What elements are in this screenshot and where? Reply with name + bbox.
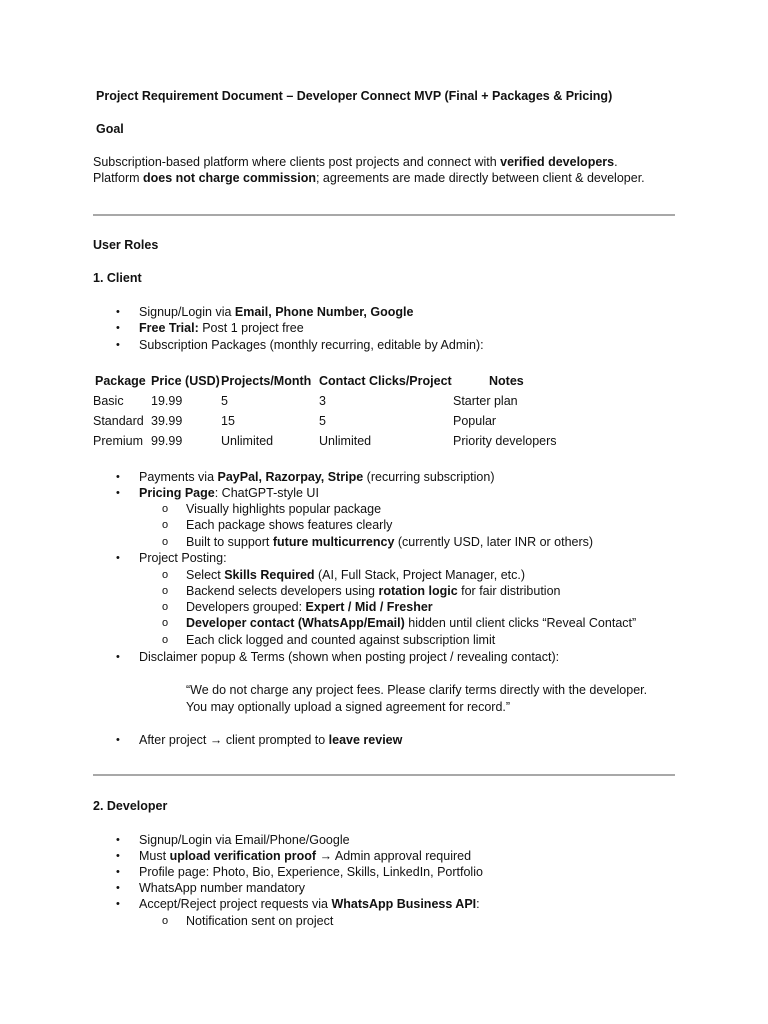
text-run: Backend selects developers using bbox=[186, 584, 379, 598]
table-cell: 3 bbox=[319, 394, 326, 408]
sub-bullet-multicurrency bbox=[186, 534, 593, 550]
text-run: . bbox=[614, 155, 618, 169]
table-cell: 5 bbox=[221, 394, 228, 408]
table-cell: Popular bbox=[453, 414, 497, 428]
sub-bullet-features: Each package shows features clearly bbox=[186, 518, 393, 532]
document-title: Project Requirement Document – Developer Connect MVP (Final + Packages & Pricing) bbox=[96, 89, 613, 103]
table-cell: Basic bbox=[93, 394, 124, 408]
horizontal-rule bbox=[93, 214, 675, 216]
column-header: Contact Clicks/Project bbox=[319, 374, 452, 388]
text-run: Signup/Login via bbox=[139, 305, 235, 319]
text-run: (currently USD, later INR or others) bbox=[394, 535, 594, 549]
bold-run: Free Trial: bbox=[139, 321, 199, 335]
bullet-free-trial bbox=[139, 320, 304, 336]
text-run: Select bbox=[186, 568, 225, 582]
table-row bbox=[93, 391, 689, 411]
quote-line-1: “We do not charge any project fees. Please clarify terms directly with the developer. bbox=[186, 683, 648, 697]
text-run: (AI, Full Stack, Project Manager, etc.) bbox=[314, 568, 526, 582]
column-header: Price (USD) bbox=[151, 374, 220, 388]
bullet-glyph: • bbox=[116, 651, 120, 663]
bullet-dev-verification bbox=[139, 848, 471, 864]
bullet-glyph: • bbox=[116, 471, 120, 483]
bullet-pricing-page bbox=[139, 485, 319, 501]
text-run: hidden until client clicks “Reveal Contact” bbox=[404, 616, 637, 630]
bullet-glyph: • bbox=[116, 487, 120, 499]
sub-bullet-contact bbox=[186, 615, 636, 631]
bullet-review bbox=[139, 732, 402, 748]
text-run: After project → client prompted to bbox=[139, 733, 329, 747]
bold-run: verified developers bbox=[500, 155, 615, 169]
disclaimer-quote bbox=[186, 682, 647, 716]
bullet-dev-signup: Signup/Login via Email/Phone/Google bbox=[139, 833, 350, 847]
text-run: → Admin approval required bbox=[316, 849, 472, 863]
packages-table bbox=[93, 371, 689, 451]
goal-line-2 bbox=[93, 170, 645, 186]
text-run: Must bbox=[139, 849, 170, 863]
sub-bullet-grouped bbox=[186, 599, 433, 615]
bold-run: future multicurrency bbox=[272, 535, 395, 549]
bold-run: upload verification proof bbox=[169, 849, 317, 863]
table-cell: Unlimited bbox=[319, 434, 372, 448]
sub-bullet-glyph: o bbox=[162, 634, 169, 646]
bold-run: Developer contact (WhatsApp/Email) bbox=[186, 616, 405, 630]
text-run: Accept/Reject project requests via bbox=[139, 897, 332, 911]
bullet-dev-accept-reject bbox=[139, 896, 480, 912]
bullet-dev-profile: Profile page: Photo, Bio, Experience, Skills, LinkedIn, Portfolio bbox=[139, 865, 483, 879]
sub-bullet-glyph: o bbox=[162, 503, 169, 515]
client-heading: 1. Client bbox=[93, 271, 142, 285]
bold-run: does not charge commission bbox=[143, 171, 316, 185]
bullet-glyph: • bbox=[116, 552, 120, 564]
table-cell: Starter plan bbox=[453, 394, 518, 408]
bullet-signup bbox=[139, 304, 413, 320]
text-run: (recurring subscription) bbox=[363, 470, 495, 484]
sub-bullet-glyph: o bbox=[162, 519, 169, 531]
text-run: : ChatGPT-style UI bbox=[214, 486, 319, 500]
bold-run: Skills Required bbox=[224, 568, 315, 582]
bullet-subscription-packages: Subscription Packages (monthly recurring, editable by Admin): bbox=[139, 338, 484, 352]
sub-bullet-glyph: o bbox=[162, 536, 169, 548]
sub-bullet-highlight: Visually highlights popular package bbox=[186, 502, 382, 516]
bullet-dev-whatsapp: WhatsApp number mandatory bbox=[139, 881, 306, 895]
text-run: for fair distribution bbox=[457, 584, 561, 598]
bullet-glyph: • bbox=[116, 322, 120, 334]
sub-bullet-glyph: o bbox=[162, 617, 169, 629]
sub-bullet-glyph: o bbox=[162, 601, 169, 613]
bold-run: rotation logic bbox=[378, 584, 458, 598]
sub-bullet-skills bbox=[186, 567, 525, 583]
sub-bullet-glyph: o bbox=[162, 585, 169, 597]
bold-run: Email, Phone Number, Google bbox=[234, 305, 414, 319]
table-cell: 99.99 bbox=[151, 434, 183, 448]
text-run: Platform bbox=[93, 171, 144, 185]
quote-line-2: You may optionally upload a signed agreement for record.” bbox=[186, 700, 511, 714]
bullet-glyph: • bbox=[116, 866, 120, 878]
sub-bullet-glyph: o bbox=[162, 915, 169, 927]
table-cell: Premium bbox=[93, 434, 144, 448]
table-header-row bbox=[93, 371, 689, 391]
bold-run: PayPal, Razorpay, Stripe bbox=[217, 470, 364, 484]
table-cell: Unlimited bbox=[221, 434, 274, 448]
bullet-glyph: • bbox=[116, 850, 120, 862]
text-run: Built to support bbox=[186, 535, 273, 549]
table-cell: 39.99 bbox=[151, 414, 183, 428]
column-header: Notes bbox=[489, 374, 524, 388]
bullet-glyph: • bbox=[116, 898, 120, 910]
column-header: Package bbox=[95, 374, 146, 388]
column-header: Projects/Month bbox=[221, 374, 312, 388]
user-roles-heading: User Roles bbox=[93, 238, 159, 252]
bullet-disclaimer: Disclaimer popup & Terms (shown when posting project / revealing contact): bbox=[139, 650, 560, 664]
horizontal-rule bbox=[93, 774, 675, 776]
sub-bullet-click-logged: Each click logged and counted against subscription limit bbox=[186, 633, 496, 647]
bold-run: leave review bbox=[328, 733, 403, 747]
text-run: Subscription-based platform where clients post projects and connect with bbox=[93, 155, 501, 169]
bullet-glyph: • bbox=[116, 834, 120, 846]
text-run: ; agreements are made directly between client & developer. bbox=[315, 171, 645, 185]
text-run: Developers grouped: bbox=[186, 600, 306, 614]
bullet-glyph: • bbox=[116, 306, 120, 318]
sub-bullet-rotation bbox=[186, 583, 560, 599]
bold-run: WhatsApp Business API bbox=[331, 897, 477, 911]
text-run: : bbox=[476, 897, 480, 911]
bullet-glyph: • bbox=[116, 339, 120, 351]
table-cell: 15 bbox=[221, 414, 235, 428]
text-run: Payments via bbox=[139, 470, 218, 484]
goal-heading: Goal bbox=[96, 122, 124, 136]
bullet-project-posting: Project Posting: bbox=[139, 551, 227, 565]
bold-run: Pricing Page bbox=[139, 486, 215, 500]
goal-paragraph bbox=[93, 154, 645, 186]
table-row bbox=[93, 411, 689, 431]
goal-line-1 bbox=[93, 154, 645, 170]
table-cell: Standard bbox=[93, 414, 144, 428]
table-cell: 5 bbox=[319, 414, 326, 428]
table-row bbox=[93, 431, 689, 451]
developer-heading: 2. Developer bbox=[93, 799, 168, 813]
table-cell: 19.99 bbox=[151, 394, 183, 408]
bold-run: Expert / Mid / Fresher bbox=[305, 600, 433, 614]
sub-bullet-glyph: o bbox=[162, 569, 169, 581]
text-run: Post 1 project free bbox=[198, 321, 304, 335]
sub-bullet-notification: Notification sent on project bbox=[186, 914, 334, 928]
bullet-payments bbox=[139, 469, 494, 485]
table-cell: Priority developers bbox=[453, 434, 557, 448]
bullet-glyph: • bbox=[116, 882, 120, 894]
bullet-glyph: • bbox=[116, 734, 120, 746]
